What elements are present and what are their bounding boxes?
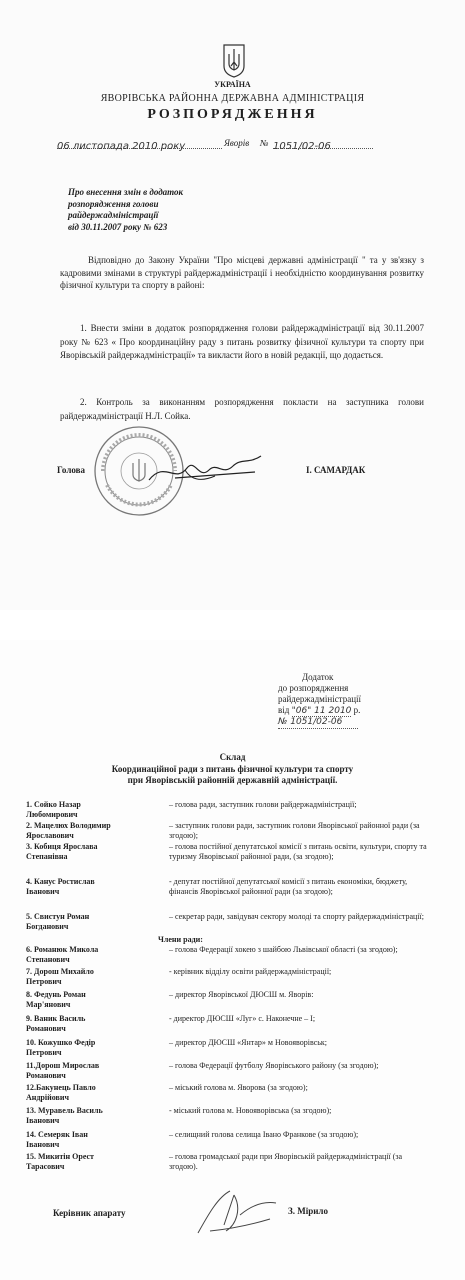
- appendix-date-line: від "06" 11 2010 р.: [278, 705, 361, 716]
- heading-line: Координаційної ради з питань фізичної культури та спорту: [111, 763, 354, 774]
- heading-line: при Яворівській районній державній адміністрації.: [127, 775, 338, 785]
- list-item: 1. Сойко Назар Любомирович – голова ради, заступник голови райдержадміністрації;: [26, 800, 357, 819]
- list-item: 15. Микитін Орест Тарасович – голова громадської ради при Яворівській райдержадміністрації (за згодою).: [26, 1152, 403, 1171]
- handwritten-number: 1051/02-06: [273, 141, 331, 152]
- subject-line: райдержадміністрації: [68, 210, 159, 220]
- appendix-header: [278, 672, 361, 729]
- coat-of-arms-icon: [223, 44, 245, 78]
- appendix-page: [0, 640, 465, 1280]
- place-name: Яворів: [224, 138, 250, 148]
- chief-of-staff-name: З. Мірило: [288, 1206, 328, 1216]
- number-sign: №: [260, 138, 269, 148]
- signature-icon: [190, 1185, 280, 1240]
- appendix-line: до розпорядження: [278, 683, 349, 693]
- composition-heading: [0, 752, 465, 787]
- list-item: 3. Кобиця Ярослава Степанівна – голова постійної депутатської комісії з питань освіти, культури, спорту та туризму Яворівської районної ради, (за згодою);: [26, 842, 427, 861]
- list-item: 14. Семеряк Іван Іванович – селищний голова селища Івано Франкове (за згодою);: [26, 1130, 359, 1149]
- order-item-1: 1. Внести зміни в додаток розпорядження голови райдержадміністрації від 30.11.2007 року № 623 « Про координаційну раду з питань розвитку фізичної культури та спорту при Яворівській райдержадміністрації» та викласти його в новій редакції, що додається.: [60, 323, 424, 360]
- list-item: 12.Бакунець Павло Андрійович – міський голова м. Яворова (за згодою);: [26, 1083, 308, 1102]
- signer-name: І. САМАРДАК: [306, 465, 366, 475]
- heading-line: Склад: [219, 752, 246, 762]
- preamble-paragraph: Відповідно до Закону України "Про місцеві державні адміністрації " та у зв'язку з кадровими змінами в структурі райдержадміністрації і необхідністю координування розвитку фізичної культури та спорту в районі:: [60, 255, 424, 290]
- list-item: 5. Свистун Роман Богданович – секретар ради, завідувач сектору молоді та спорту райдержадміністрації;: [26, 912, 424, 931]
- list-item: 8. Федунь Роман Мар'янович – директор Яворівської ДЮСШ м. Яворів:: [26, 990, 314, 1009]
- list-item: 4. Канус Ростислав Іванович - депутат постійної депутатської комісії з питань економіки, бюджету, фінансів Яворівської районної ради (за згодою);: [26, 877, 408, 896]
- number-line: [273, 136, 373, 152]
- handwritten-appendix-number: № 1051/02-06: [278, 717, 358, 729]
- handwritten-date: 06 листопада 2010 року: [57, 141, 186, 152]
- list-item: 11.Дорош Мирослав Романович – голова Федерації футболу Яворівського району (за згодою);: [26, 1061, 379, 1080]
- list-item: 2. Мацелюх Володимир Ярославович – заступник голови ради, заступник голови Яворівської районної ради (за згодою);: [26, 821, 420, 840]
- date-line: [57, 136, 222, 152]
- members-subheading: Члени ради:: [158, 935, 203, 944]
- list-item: 13. Муравель Василь Іванович - міський голова м. Новояворівська (за згодою);: [26, 1106, 332, 1125]
- list-item: 9. Ваник Василь Романович - директор ДЮСШ «Луг» с. Наконечне – І;: [26, 1014, 316, 1033]
- page-gap: [0, 610, 465, 640]
- order-subject: [68, 187, 183, 233]
- list-item: 6. Романюк Микола Степанович – голова Федерації хокею з шайбою Львівської області (за згодою);: [26, 945, 398, 964]
- appendix-line: райдержадміністрації: [278, 694, 362, 704]
- document-type: РОЗПОРЯДЖЕННЯ: [147, 107, 318, 122]
- subject-line: розпорядження голови: [68, 198, 159, 209]
- administration-name: ЯВОРІВСЬКА РАЙОННА ДЕРЖАВНА АДМІНІСТРАЦІЯ: [100, 93, 365, 104]
- subject-line: Про внесення змін в додаток: [68, 187, 184, 197]
- list-item: 7. Дорош Михайло Петрович - керівник відділу освіти райдержадміністрації;: [26, 967, 332, 986]
- order-item-2: 2. Контроль за виконанням розпорядження покласти на заступника голови райдержадміністрації Н.Л. Сойка.: [60, 397, 424, 421]
- chief-of-staff-title: Керівник апарату: [53, 1208, 126, 1218]
- order-page: [0, 0, 465, 610]
- handwritten-appendix-date: "06" 11 2010: [291, 706, 352, 716]
- signature-icon: [145, 450, 265, 490]
- country-name: УКРАЇНА: [214, 80, 251, 89]
- appendix-line: Додаток: [302, 672, 334, 682]
- list-item: 10. Кожушко Федір Петрович – директор ДЮСШ «Янтар» м Новояворівськ;: [26, 1038, 327, 1057]
- signer-title: Голова: [57, 465, 86, 475]
- subject-line: від 30.11.2007 року № 623: [68, 221, 168, 232]
